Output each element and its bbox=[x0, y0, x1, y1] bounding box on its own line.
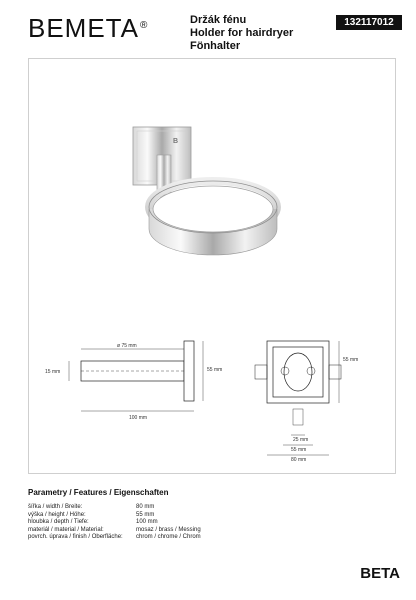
side-depth-label: 100 mm bbox=[129, 415, 148, 421]
brand-name: BEMETA bbox=[28, 13, 139, 43]
product-illustration bbox=[29, 59, 395, 473]
param-row bbox=[28, 519, 396, 527]
product-drawing-frame bbox=[28, 58, 396, 474]
title-en: Holder for hairdryer bbox=[190, 27, 294, 39]
registered-mark: ® bbox=[139, 20, 149, 31]
parameters-section bbox=[28, 488, 396, 542]
param-row bbox=[28, 534, 396, 542]
param-row bbox=[28, 527, 396, 535]
param-key: materiál / material / Material: bbox=[28, 526, 104, 533]
front-bottom-label-2: 55 mm bbox=[291, 447, 307, 453]
param-key: hloubka / depth / Tiefe: bbox=[28, 519, 89, 525]
title-de: Fönhalter bbox=[190, 40, 241, 52]
param-value: 55 mm bbox=[136, 511, 155, 518]
param-value: 100 mm bbox=[136, 519, 158, 525]
model-name: BETA bbox=[360, 565, 400, 582]
side-view-drawing bbox=[69, 341, 203, 411]
param-key: šířka / width / Breite: bbox=[28, 504, 83, 510]
param-key: výška / height / Höhe: bbox=[28, 511, 86, 518]
param-value: mosaz / brass / Messing bbox=[136, 526, 201, 533]
front-bottom-label-3: 80 mm bbox=[291, 457, 307, 463]
title-cz: Držák fénu bbox=[190, 14, 247, 26]
side-height-left-label: 15 mm bbox=[45, 369, 61, 375]
side-height-right-label: 55 mm bbox=[207, 367, 223, 373]
param-row bbox=[28, 504, 396, 512]
param-row bbox=[28, 512, 396, 520]
product-title-block bbox=[190, 14, 293, 53]
svg-text:B: B bbox=[173, 138, 179, 145]
param-value: 80 mm bbox=[136, 504, 155, 510]
front-right-label: 55 mm bbox=[343, 357, 359, 363]
parameters-title: Parametry / Features / Eigenschaften bbox=[28, 488, 169, 497]
brand-logo bbox=[28, 14, 148, 42]
param-key: povrch. úprava / finish / Oberfläche: bbox=[28, 534, 123, 540]
front-bottom-label-1: 25 mm bbox=[293, 437, 309, 443]
param-value: chrom / chrome / Chrom bbox=[136, 534, 201, 540]
product-code-badge: 132117012 bbox=[336, 15, 402, 30]
side-diameter-label: ø 75 mm bbox=[117, 343, 137, 349]
